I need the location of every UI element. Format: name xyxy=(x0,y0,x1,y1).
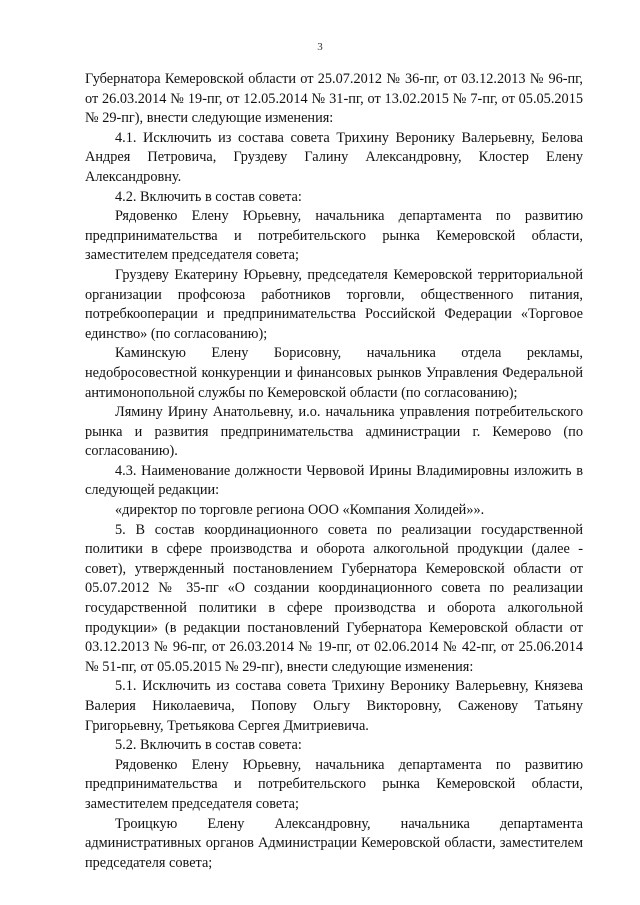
paragraph-4-3: 4.3. Наименование должности Червовой Ирины Владимировны изложить в следующей редакции: xyxy=(85,462,583,499)
paragraph-continuation: Губернатора Кемеровской области от 25.07.2012 № 36-пг, от 03.12.2013 № 96-пг, от 26.03.2014 № 19-пг, от 12.05.2014 № 31-пг, от 13.02.2015 № 7-пг, от 05.05.2015 № 29-пг), внести следующие изменения: xyxy=(85,71,583,127)
paragraph-5-1: 5.1. Исключить из состава совета Трихину Веронику Валерьевну, Князева Валерия Николаевича, Попову Ольгу Викторовну, Саженову Татьяну Григорьевну, Третьякова Сергея Дмитриевича. xyxy=(85,678,583,734)
paragraph-lyamina: Лямину Ирину Анатольевну, и.о. начальника управления потребительского рынка и развития предпринимательства администрации г. Кемерово (по согласованию). xyxy=(85,404,583,460)
paragraph-4-2: 4.2. Включить в состав совета: xyxy=(115,188,302,205)
paragraph-gruzdeva: Груздеву Екатерину Юрьевну, председателя Кемеровской территориальной организации профсоюза работников торговли, общественного питания, потребкооперации и предпринимательства Российской Федерации «Торговое единство» (по согласованию); xyxy=(85,266,583,342)
page-number: 3 xyxy=(317,41,323,53)
paragraph-ryadovenko-1: Рядовенко Елену Юрьевну, начальника департамента по развитию предпринимательства и потребительского рынка Кемеровской области, заместителем председателя совета; xyxy=(85,208,583,264)
paragraph-5: 5. В состав координационного совета по реализации государственной политики в сфере производства и оборота алкогольной продукции (далее - совет), утвержденный постановлением Губернатора Кемеровской области от 05.07.2012 № 35-пг «О создании координационного совета по реализации государственной политики в сфере производства и оборота алкогольной продукции» (в редакции постановлений Губернатора Кемеровской области от 03.12.2013 № 96-пг, от 26.03.2014 № 19-пг, от 02.06.2014 № 42-пг, от 25.06.2014 № 51-пг, от 05.05.2015 № 29-пг), внести следующие изменения: xyxy=(85,521,583,675)
paragraph-4-1: 4.1. Исключить из состава совета Трихину Веронику Валерьевну, Белова Андрея Петровича, Груздеву Галину Александровну, Клостер Елену Александровну. xyxy=(85,129,583,185)
paragraph-kaminskaya: Каминскую Елену Борисовну, начальника отдела рекламы, недобросовестной конкуренции и финансовых рынков Управления Федеральной антимонопольной службы по Кемеровской области (по согласованию); xyxy=(85,345,583,401)
paragraph-holiday: «директор по торговле региона ООО «Компания Холидей»». xyxy=(115,502,485,519)
document-body xyxy=(85,70,583,873)
paragraph-troitskaya: Троицкую Елену Александровну, начальника департамента административных органов Администрации Кемеровской области, заместителем председателя совета; xyxy=(85,815,583,871)
paragraph-ryadovenko-2: Рядовенко Елену Юрьевну, начальника департамента по развитию предпринимательства и потребительского рынка Кемеровской области, заместителем председателя совета; xyxy=(85,756,583,812)
paragraph-5-2: 5.2. Включить в состав совета: xyxy=(115,737,302,754)
